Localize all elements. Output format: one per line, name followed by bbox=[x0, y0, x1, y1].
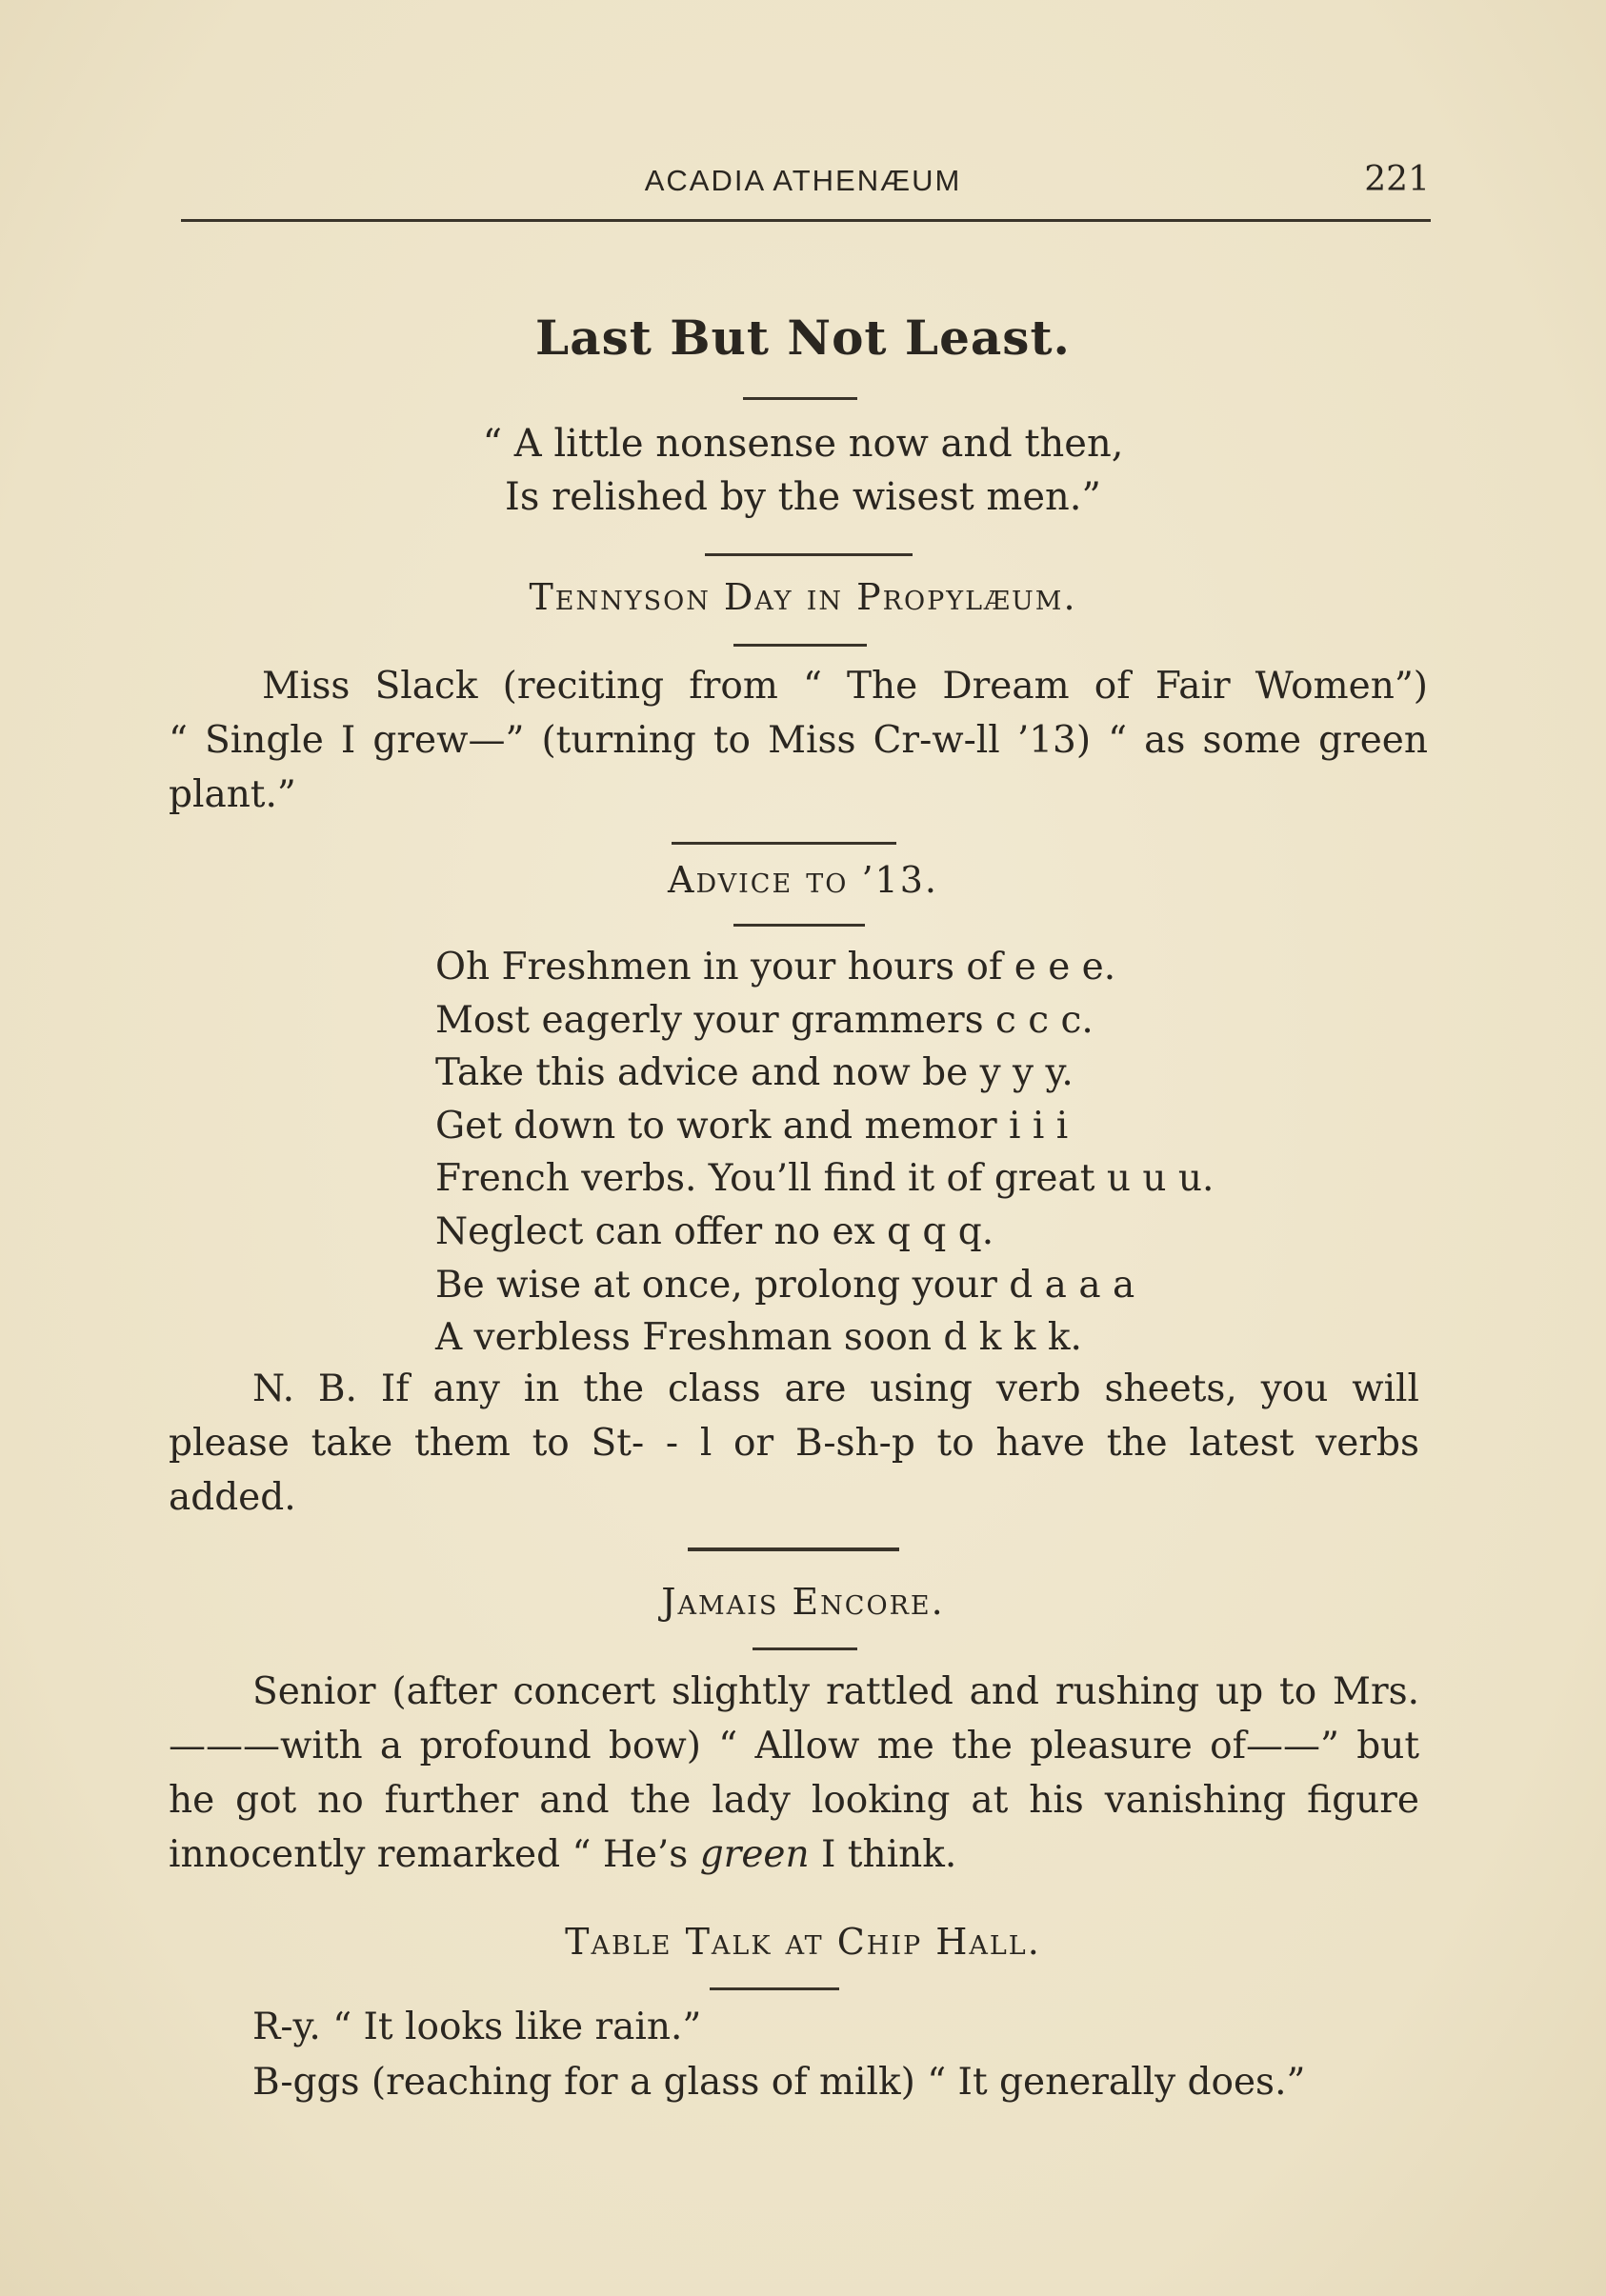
dialog bbox=[252, 2000, 1305, 2110]
text-line: innocently remarked “ He’s green I think. bbox=[169, 1833, 957, 1876]
verse-line: Get down to work and memor i i i bbox=[435, 1104, 1069, 1148]
running-head bbox=[0, 160, 1606, 198]
paragraph-note bbox=[169, 1362, 1419, 1525]
section-heading-tennyson: Tennyson Day in Propylæum. bbox=[529, 576, 1077, 618]
divider bbox=[710, 1987, 839, 1990]
verse-line: Oh Freshmen in your hours of e e e. bbox=[435, 946, 1116, 988]
header-rule bbox=[181, 219, 1431, 222]
text-line: N. B. If any in the class are using verb sheets, you will bbox=[252, 1368, 1419, 1410]
divider bbox=[733, 924, 865, 927]
divider bbox=[733, 644, 867, 647]
dialog-line: B-ggs (reaching for a glass of milk) “ It generally does.” bbox=[252, 2061, 1306, 2104]
divider bbox=[753, 1647, 857, 1650]
dialog-line: R-y. “ It looks like rain.” bbox=[252, 2006, 702, 2048]
divider bbox=[672, 842, 896, 845]
text-line: “ Single I grew—” (turning to Miss Cr-w-ll ’13) “ as some green bbox=[169, 719, 1428, 762]
journal-title: ACADIA ATHENÆUM bbox=[644, 164, 962, 197]
section-heading-table-talk: Table Talk at Chip Hall. bbox=[565, 1921, 1041, 1963]
verse-line: Take this advice and now be y y y. bbox=[435, 1051, 1074, 1095]
section-heading-jamais: Jamais Encore. bbox=[661, 1581, 945, 1623]
text-line: added. bbox=[169, 1476, 296, 1519]
verse-line: Be wise at once, prolong your d a a a bbox=[435, 1263, 1135, 1307]
text-line: he got no further and the lady looking at his vanishing figure bbox=[169, 1779, 1419, 1822]
text-line: ———with a profound bow) “ Allow me the pleasure of——” but bbox=[169, 1725, 1419, 1767]
text-line: Miss Slack (reciting from “ The Dream of Fair Women”) bbox=[262, 665, 1428, 708]
verse bbox=[435, 941, 1214, 1365]
divider bbox=[743, 397, 857, 400]
verse-line: French verbs. You’ll find it of great u u u. bbox=[435, 1157, 1215, 1201]
epigraph-line: Is relished by the wisest men.” bbox=[505, 475, 1101, 519]
epigraph-line: “ A little nonsense now and then, bbox=[482, 422, 1124, 466]
page-number: 221 bbox=[1364, 160, 1430, 199]
divider bbox=[705, 553, 913, 556]
epigraph bbox=[0, 417, 1606, 524]
paragraph-jamais bbox=[169, 1665, 1419, 1882]
text-line: Senior (after concert slightly rattled and rushing up to Mrs. bbox=[252, 1670, 1419, 1713]
text-line: plant.” bbox=[169, 773, 296, 816]
italic-word: green bbox=[699, 1833, 810, 1876]
page-title: Last But Not Least. bbox=[535, 309, 1071, 366]
verse-line: A verbless Freshman soon d k k k. bbox=[435, 1316, 1082, 1360]
verse-line: Neglect can offer no ex q q q. bbox=[435, 1209, 994, 1253]
paragraph-tennyson bbox=[169, 659, 1428, 822]
section-heading-advice: Advice to ’13. bbox=[668, 859, 938, 901]
text-line: please take them to St- - l or B-sh-p to have the latest verbs bbox=[169, 1422, 1419, 1465]
divider bbox=[688, 1547, 899, 1551]
verse-line: Most eagerly your grammers c c c. bbox=[435, 998, 1094, 1042]
